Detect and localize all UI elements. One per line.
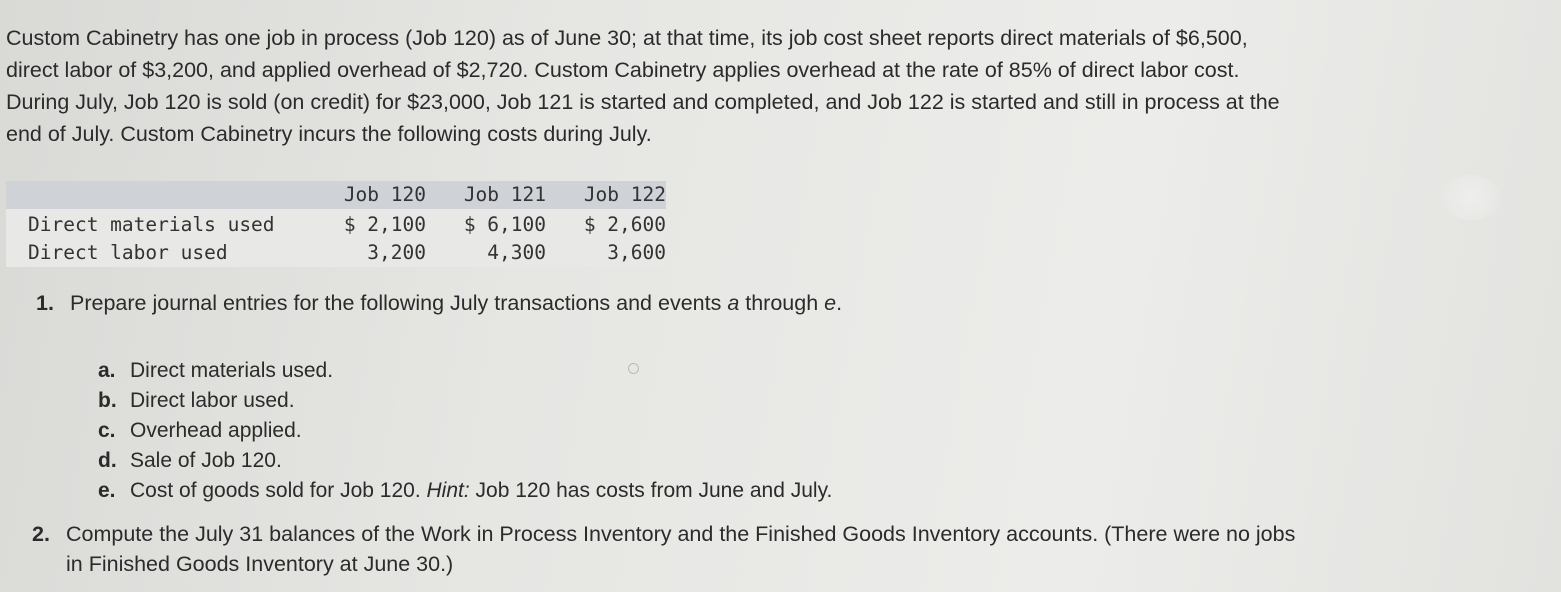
item-letter: b. — [98, 389, 117, 412]
table-header-row — [6, 181, 666, 209]
question-number: 1. — [36, 291, 54, 315]
table-row — [6, 239, 666, 267]
table-cell: 3,200 — [367, 241, 426, 264]
item-text: Cost of goods sold for Job 120. — [130, 479, 427, 502]
list-item — [98, 386, 832, 416]
table-cell: 3,600 — [607, 241, 666, 264]
item-letter: d. — [98, 449, 117, 472]
glare-spot — [1441, 175, 1501, 220]
item-letter: c. — [98, 419, 116, 442]
item-letter: a. — [98, 359, 116, 382]
question-text: through — [739, 291, 825, 315]
hint-text: Job 120 has costs from June and July. — [469, 479, 833, 502]
item-letter: e. — [98, 479, 116, 502]
question-text: Prepare journal entries for the following July transactions and events — [70, 291, 728, 315]
row-label-direct-materials: Direct materials used — [28, 213, 275, 236]
intro-line: During July, Job 120 is sold (on credit) for $23,000, Job 121 is started and completed, and Job 122 is started and still in process at the — [6, 90, 1280, 114]
question-text: Compute the July 31 balances of the Work in Process Inventory and the Finished Goods Inventory accounts. (There were no jobs — [66, 522, 1296, 546]
list-item — [98, 356, 832, 386]
question-text: . — [836, 291, 843, 315]
table-header-blank — [6, 181, 306, 209]
table-header-job-122: Job 122 — [583, 183, 666, 206]
intro-line: direct labor of $3,200, and applied overhead of $2,720. Custom Cabinetry applies overhead at the rate of 85% of direct labor cost. — [6, 58, 1240, 82]
table-row — [6, 209, 666, 239]
item-text: Direct materials used. — [130, 359, 334, 382]
item-text: Direct labor used. — [130, 389, 295, 412]
list-item — [98, 476, 832, 506]
transaction-list — [98, 356, 832, 506]
table-cell: $ 6,100 — [463, 213, 546, 236]
list-item — [98, 416, 832, 446]
intro-line: Custom Cabinetry has one job in process (Job 120) as of June 30; at that time, its job cost sheet reports direct materials of $6,500, — [6, 26, 1248, 50]
list-item — [98, 446, 832, 476]
question-number: 2. — [32, 522, 50, 546]
item-text: Sale of Job 120. — [130, 449, 282, 472]
question-2 — [32, 519, 1482, 579]
table-header-job-120: Job 120 — [343, 183, 426, 206]
question-emphasis: e — [824, 291, 837, 315]
table-header-job-121: Job 121 — [463, 183, 546, 206]
intro-line: end of July. Custom Cabinetry incurs the following costs during July. — [6, 122, 652, 146]
item-text: Overhead applied. — [130, 419, 302, 442]
hint-label: Hint: — [426, 479, 470, 502]
question-text: in Finished Goods Inventory at June 30.) — [66, 552, 454, 576]
table-cell: $ 2,600 — [583, 213, 666, 236]
row-label-direct-labor: Direct labor used — [28, 241, 228, 264]
job-cost-table — [6, 181, 666, 267]
problem-intro — [6, 22, 1446, 150]
table-cell: 4,300 — [487, 241, 546, 264]
table-cell: $ 2,100 — [343, 213, 426, 236]
circle-mark-icon — [628, 363, 639, 374]
question-1 — [36, 288, 842, 318]
question-emphasis: a — [727, 291, 740, 315]
